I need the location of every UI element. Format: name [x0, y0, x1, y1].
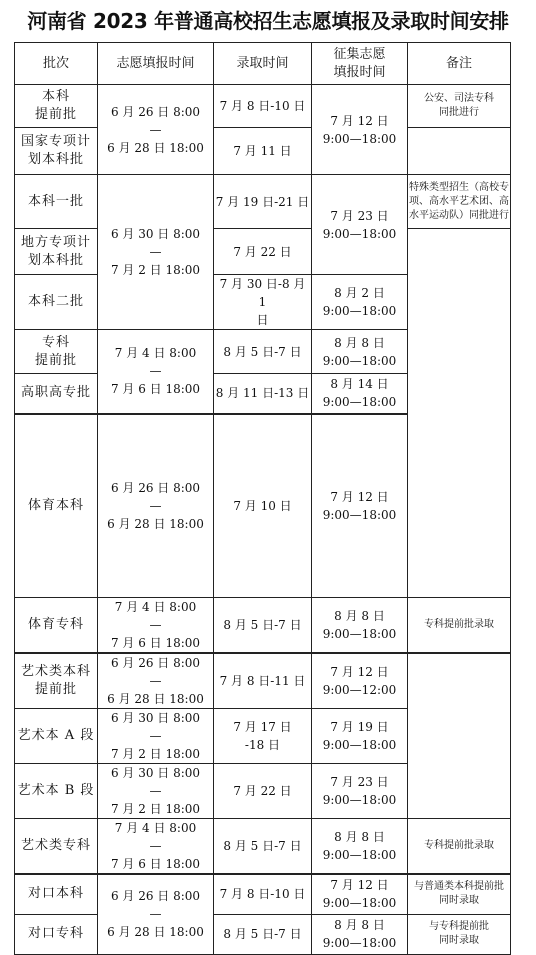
admission-time-cell: 8 月 5 日-7 日: [214, 914, 312, 954]
batch-cell: 体育专科: [15, 597, 98, 653]
note-cell: 与普通类本科提前批 同时录取: [408, 874, 511, 914]
solicit-time-cell: 7 月 23 日 9:00—18:00: [312, 763, 408, 818]
admission-time-cell: 7 月 10 日: [214, 414, 312, 598]
note-cell: [408, 653, 511, 819]
solicit-time-cell: 8 月 8 日 9:00—18:00: [312, 330, 408, 374]
table-row: [15, 597, 511, 653]
header-solicit-time: 征集志愿 填报时间: [312, 43, 408, 85]
batch-cell: 体育本科: [15, 414, 98, 598]
admission-time-cell: 7 月 22 日: [214, 763, 312, 818]
table-header-row: [15, 43, 511, 85]
batch-cell: 对口本科: [15, 874, 98, 914]
solicit-time-cell: 8 月 8 日 9:00—18:00: [312, 597, 408, 653]
batch-cell: 对口专科: [15, 914, 98, 954]
note-cell: [408, 229, 511, 598]
batch-cell: 艺术类专科: [15, 818, 98, 874]
solicit-time-cell: 7 月 12 日 9:00—18:00: [312, 85, 408, 175]
solicit-time-cell: 7 月 23 日 9:00—18:00: [312, 175, 408, 275]
admission-time-cell: 7 月 8 日-10 日: [214, 85, 312, 128]
admission-time-cell: 7 月 30 日-8 月 1 日: [214, 275, 312, 330]
header-batch: 批次: [15, 43, 98, 85]
solicit-time-cell: 7 月 12 日 9:00—18:00: [312, 874, 408, 914]
fill-time-cell: 7 月 4 日 8:00 — 7 月 6 日 18:00: [98, 330, 214, 414]
admission-time-cell: 8 月 5 日-7 日: [214, 818, 312, 874]
admission-time-cell: 7 月 8 日-11 日: [214, 653, 312, 709]
batch-cell: 高职高专批: [15, 374, 98, 414]
note-cell: 特殊类型招生（高校专项、高水平艺术团、高水平运动队）同批进行: [408, 175, 511, 229]
batch-cell: 专科 提前批: [15, 330, 98, 374]
solicit-time-cell: 8 月 8 日 9:00—18:00: [312, 818, 408, 874]
table-row: [15, 229, 511, 275]
fill-time-cell: 6 月 30 日 8:00 — 7 月 2 日 18:00: [98, 708, 214, 763]
solicit-time-cell: 8 月 2 日 9:00—18:00: [312, 275, 408, 330]
admission-time-cell: 7 月 17 日 -18 日: [214, 708, 312, 763]
solicit-time-cell: 7 月 19 日 9:00—18:00: [312, 708, 408, 763]
batch-cell: 艺术类本科 提前批: [15, 653, 98, 709]
admission-time-cell: 8 月 11 日-13 日: [214, 374, 312, 414]
batch-cell: 地方专项计 划本科批: [15, 229, 98, 275]
header-note: 备注: [408, 43, 511, 85]
batch-cell: 国家专项计 划本科批: [15, 128, 98, 175]
table-row: [15, 818, 511, 874]
table-row: [15, 175, 511, 229]
note-cell: 专科提前批录取: [408, 597, 511, 653]
fill-time-cell: 7 月 4 日 8:00 — 7 月 6 日 18:00: [98, 597, 214, 653]
fill-time-cell: 6 月 30 日 8:00 — 7 月 2 日 18:00: [98, 175, 214, 330]
table-row: [15, 874, 511, 914]
solicit-time-cell: 7 月 12 日 9:00—18:00: [312, 414, 408, 598]
solicit-time-cell: 8 月 14 日 9:00—18:00: [312, 374, 408, 414]
note-cell: 专科提前批录取: [408, 818, 511, 874]
header-admission-time: 录取时间: [214, 43, 312, 85]
schedule-table: [14, 42, 511, 955]
note-cell: [408, 128, 511, 175]
batch-cell: 本科二批: [15, 275, 98, 330]
admission-time-cell: 7 月 8 日-10 日: [214, 874, 312, 914]
fill-time-cell: 6 月 26 日 8:00 — 6 月 28 日 18:00: [98, 874, 214, 954]
document-title: 河南省 2023 年普通高校招生志愿填报及录取时间安排: [27, 8, 509, 33]
note-cell: 与专科提前批 同时录取: [408, 914, 511, 954]
note-cell: 公安、司法专科 同批进行: [408, 85, 511, 128]
fill-time-cell: 6 月 26 日 8:00 — 6 月 28 日 18:00: [98, 85, 214, 175]
table-row: [15, 85, 511, 128]
admission-time-cell: 7 月 11 日: [214, 128, 312, 175]
fill-time-cell: 7 月 4 日 8:00 — 7 月 6 日 18:00: [98, 818, 214, 874]
table-row: [15, 128, 511, 175]
solicit-time-cell: 7 月 12 日 9:00—12:00: [312, 653, 408, 709]
batch-cell: 本科 提前批: [15, 85, 98, 128]
table-row: [15, 914, 511, 954]
table-row: [15, 653, 511, 709]
solicit-time-cell: 8 月 8 日 9:00—18:00: [312, 914, 408, 954]
admission-time-cell: 7 月 22 日: [214, 229, 312, 275]
admission-time-cell: 7 月 19 日-21 日: [214, 175, 312, 229]
batch-cell: 艺术本 A 段: [15, 708, 98, 763]
fill-time-cell: 6 月 30 日 8:00 — 7 月 2 日 18:00: [98, 763, 214, 818]
admission-time-cell: 8 月 5 日-7 日: [214, 330, 312, 374]
admission-time-cell: 8 月 5 日-7 日: [214, 597, 312, 653]
batch-cell: 本科一批: [15, 175, 98, 229]
batch-cell: 艺术本 B 段: [15, 763, 98, 818]
fill-time-cell: 6 月 26 日 8:00 — 6 月 28 日 18:00: [98, 653, 214, 709]
fill-time-cell: 6 月 26 日 8:00 — 6 月 28 日 18:00: [98, 414, 214, 598]
header-fill-time: 志愿填报时间: [98, 43, 214, 85]
